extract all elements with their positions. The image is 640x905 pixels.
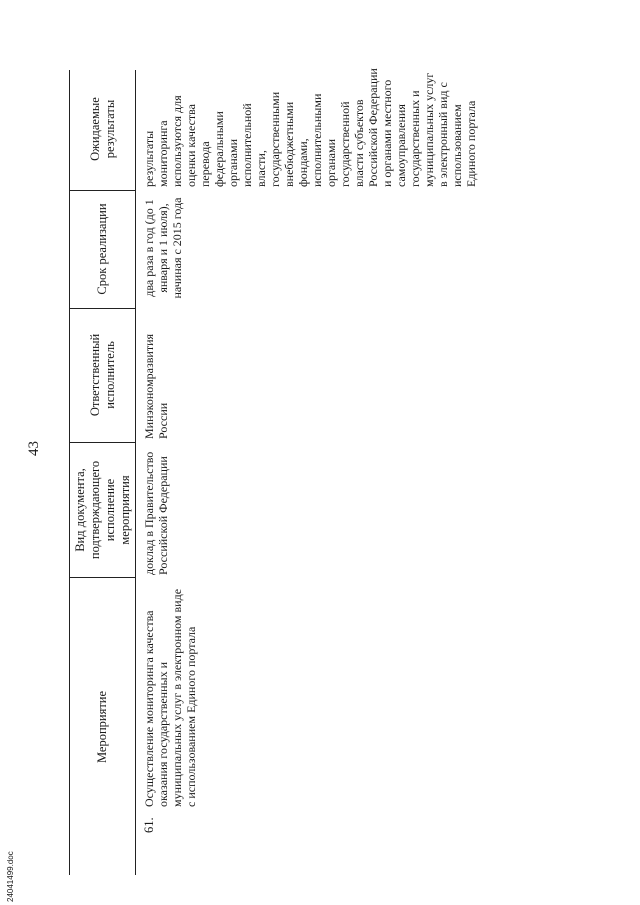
cell-event: Осуществление мониторинга качества оказания государственных и муниципальных услуг в электронном виде с использованием Единого портала (142, 588, 198, 807)
file-name: 24041499.doc (6, 851, 15, 902)
header-document-type: Вид документа, подтверждающего исполнение мероприятия (72, 460, 132, 560)
cell-deadline: два раза в год (до 1 января и 1 июля), начиная с 2015 года (142, 197, 184, 299)
column-divider (69, 308, 136, 309)
cell-responsible: Минэкономразвития России (142, 333, 170, 439)
row-number: 61. (142, 817, 156, 833)
column-divider (69, 577, 136, 578)
column-divider (69, 190, 136, 191)
header-event: Мероприятие (95, 690, 109, 764)
header-deadline: Срок реализации (95, 203, 109, 295)
cell-expected-results: результаты мониторинга используются для оценки качества перевода федеральными органами исполнительной власти, государственными внебюджетными фондами, исполнительными органами государственной власти субъектов Российской Федерации и органами местного самоуправления государственных и муниципальных услуг в электронный вид с использованием Единого портала (142, 68, 478, 187)
page-number: 43 (26, 441, 42, 456)
header-expected-results: Ожидаемые результаты (87, 97, 117, 161)
cell-document-type: доклад в Правительство Российской Федерации (142, 451, 170, 575)
column-divider (69, 442, 136, 443)
header-responsible: Ответственный исполнитель (87, 333, 117, 417)
